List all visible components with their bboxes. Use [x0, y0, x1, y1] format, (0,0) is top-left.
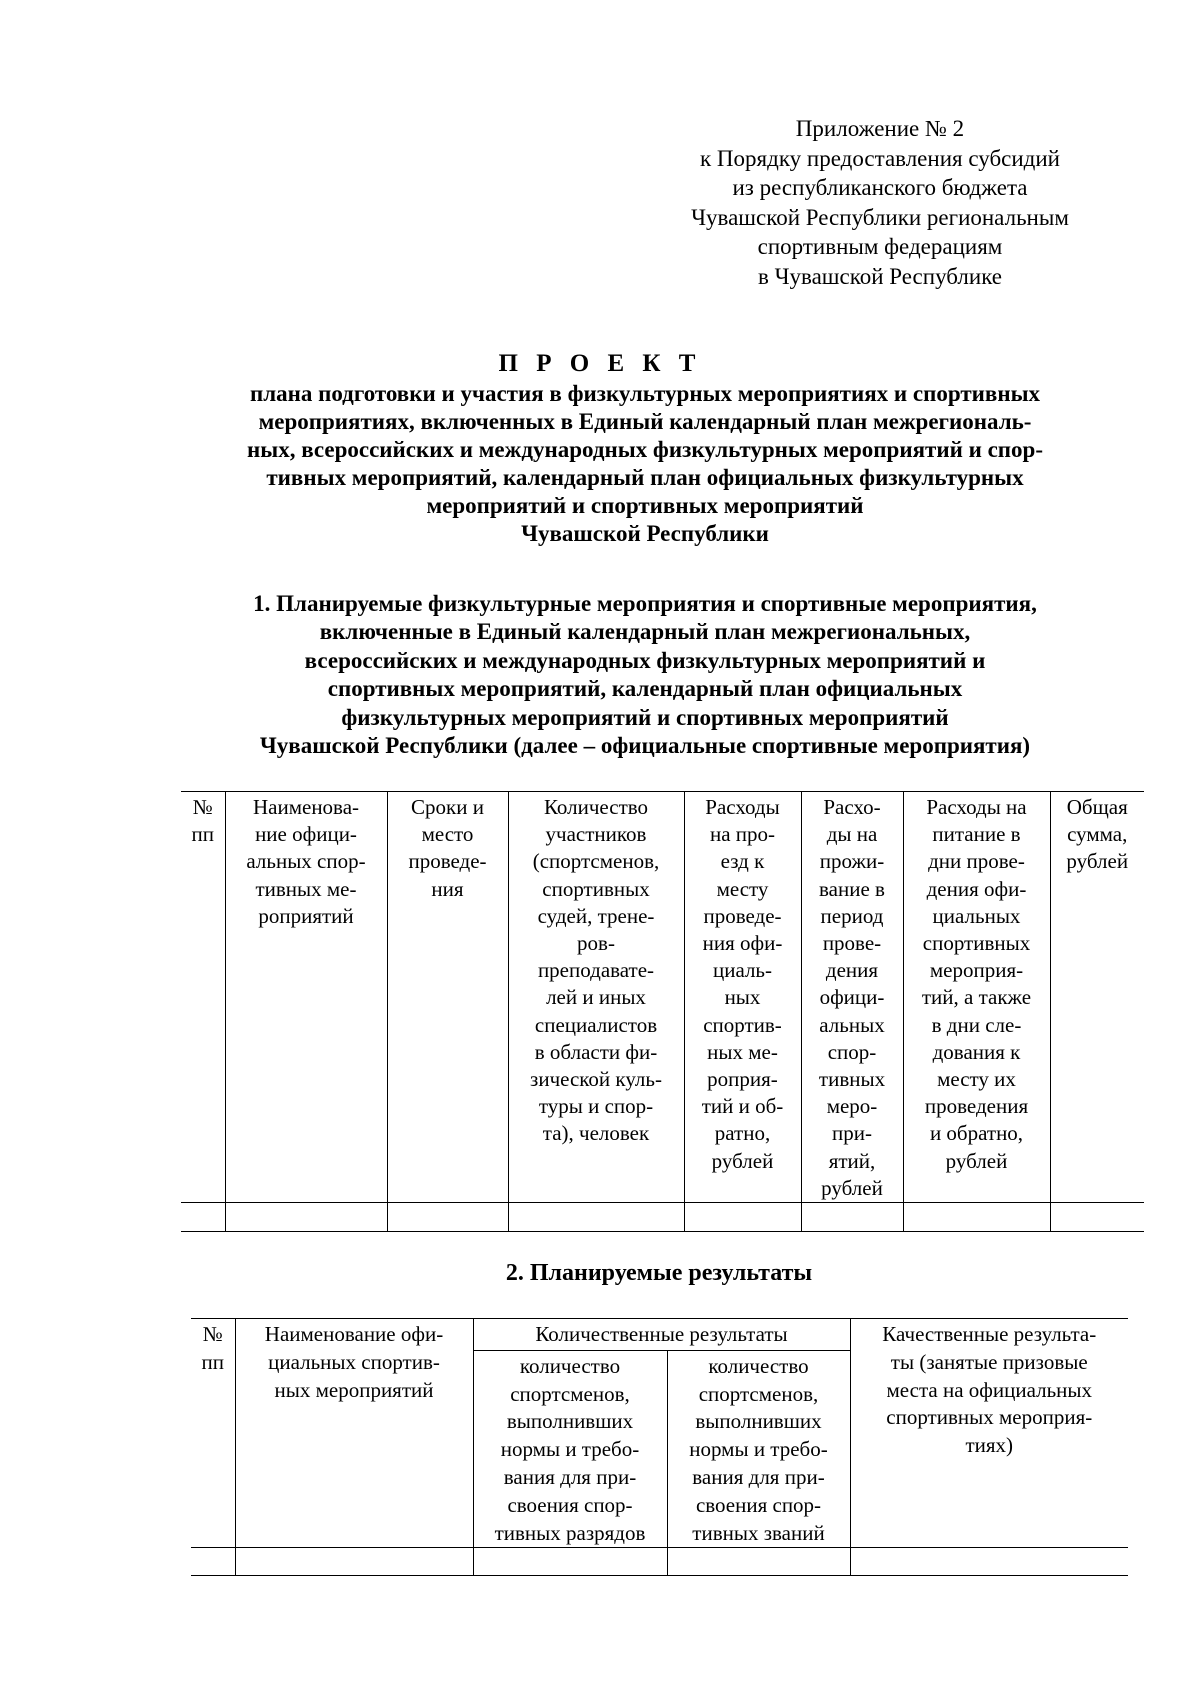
header-cell-event-name [225, 792, 387, 1203]
appendix-line: к Порядку предоставления субсидий [700, 145, 1060, 171]
header-line: ров- [577, 931, 615, 956]
header-line: ных ме- [707, 1039, 778, 1064]
header-line: на про- [709, 822, 776, 847]
appendix-line: Приложение № 2 [795, 116, 965, 141]
events-table-header [181, 792, 1144, 1203]
header-line: ных [724, 985, 761, 1010]
appendix-line: Чувашской Республики региональным [691, 204, 1069, 230]
header-line: своения спор- [507, 1492, 633, 1517]
header-line: ния офи- [702, 931, 783, 956]
header-line: Количество [543, 795, 649, 819]
header-line: Расходы на [926, 795, 1027, 819]
header-line: спортивных [542, 876, 650, 901]
header-cell-participants [508, 792, 684, 1203]
section1-heading-line: физкультурных мероприятий и спортивных мероприятий [341, 704, 949, 730]
appendix-line: из республиканского бюджета [732, 175, 1028, 200]
header-line: место [421, 822, 474, 847]
section1-heading [180, 590, 1110, 760]
header-line: количество [708, 1353, 809, 1378]
header-cell-lodging-costs [801, 792, 903, 1203]
header-line: ды на [826, 822, 878, 847]
header-line: альных спор- [246, 849, 366, 874]
header-cell-number [181, 792, 225, 1203]
plan-title [180, 380, 1110, 548]
header-line: роприя- [707, 1067, 778, 1092]
header-cell-qualitative [850, 1319, 1128, 1548]
header-line: сумма, [1067, 822, 1128, 847]
plan-title-line: тивных мероприятий, календарный план официальных физкультурных [266, 465, 1024, 490]
header-line: выполнивших [695, 1409, 822, 1434]
header-cell-meal-costs [903, 792, 1050, 1203]
table-row [191, 1548, 1128, 1576]
events-table [181, 791, 1144, 1232]
header-line: № [202, 1322, 223, 1346]
header-line: ты (занятые призовые [890, 1349, 1088, 1374]
section1-heading-line: спортивных мероприятий, календарный план официальных [327, 676, 963, 702]
header-line: лей и иных [546, 985, 646, 1010]
header-line: (спортсменов, [532, 849, 660, 874]
header-line: и обратно, [929, 1121, 1024, 1146]
header-line: места на официальных [886, 1377, 1092, 1402]
project-title: П Р О Е К Т [498, 350, 702, 377]
header-line: меро- [826, 1094, 878, 1119]
appendix-line: в Чувашской Республике [757, 263, 1002, 289]
table-row [181, 1203, 1144, 1232]
header-line: рублей [1066, 849, 1129, 874]
header-line: рублей [711, 1148, 774, 1173]
header-cell-sport-ranks [473, 1350, 667, 1548]
plan-title-line: мероприятиях, включенных в Единый календарный план межрегиональ- [258, 409, 1032, 434]
header-line: прожи- [819, 849, 885, 874]
header-line: в дни сле- [931, 1012, 1022, 1037]
header-line: зической куль- [530, 1067, 662, 1092]
header-line: прове- [822, 931, 882, 956]
header-line: тивных званий [692, 1520, 825, 1545]
header-line: тивных [818, 1067, 886, 1092]
header-line: спортив- [703, 1012, 782, 1037]
header-line: месту [716, 876, 769, 901]
header-line: спортивных мероприя- [886, 1405, 1093, 1430]
section1-heading-line: включенные в Единый календарный план межрегиональных, [319, 619, 971, 645]
header-line: Наименование офи- [264, 1322, 444, 1346]
header-line: ния [431, 876, 464, 901]
plan-title-line: Чувашской Республики [521, 521, 769, 546]
header-line: спортсменов, [510, 1381, 630, 1406]
header-line: ратно, [714, 1121, 771, 1146]
header-line: проведе- [408, 849, 487, 874]
header-line: ние офици- [255, 822, 357, 847]
header-line: вание в [819, 876, 885, 901]
header-line: № [192, 795, 213, 819]
header-line: участников [545, 822, 647, 847]
header-line: рублей [945, 1148, 1008, 1173]
header-line: мероприя- [929, 958, 1024, 983]
header-line: пп [191, 822, 214, 847]
header-line: вания для при- [503, 1464, 637, 1489]
header-line: спор- [827, 1039, 877, 1064]
header-line: Общая [1066, 795, 1128, 819]
header-line: та), человек [542, 1121, 650, 1146]
header-line: выполнивших [506, 1409, 634, 1434]
header-line: своения спор- [695, 1492, 822, 1517]
header-line: циаль- [712, 958, 773, 983]
header-cell-dates-place [387, 792, 508, 1203]
header-line: альных [819, 1012, 885, 1037]
header-line: дования к [932, 1039, 1021, 1064]
header-line: при- [832, 1121, 872, 1146]
header-line: Расхо- [823, 795, 881, 819]
header-line: тиях) [965, 1433, 1014, 1458]
plan-title-line: плана подготовки и участия в физкультурных мероприятиях и спортивных [249, 381, 1041, 406]
header-line: дни прове- [928, 849, 1025, 874]
section1-heading-line: 1. Планируемые физкультурные мероприятия и спортивные мероприятия, [253, 591, 1037, 616]
header-line: спортсменов, [698, 1381, 819, 1406]
header-line: преподавате- [537, 958, 655, 983]
header-line: проведе- [703, 903, 782, 928]
header-line: тивных ме- [255, 876, 357, 901]
header-line: вания для при- [692, 1464, 825, 1489]
header-line: дения [825, 958, 879, 983]
header-line: в области фи- [534, 1039, 658, 1064]
appendix-line: спортивным федерациям [757, 234, 1003, 259]
header-line: циальных спортив- [268, 1349, 440, 1374]
header-line: рублей [821, 1175, 883, 1200]
header-line: пп [201, 1349, 224, 1374]
header-line: туры и спор- [538, 1094, 654, 1119]
appendix-block [640, 114, 1120, 291]
section2-heading: 2. Планируемые результаты [505, 1260, 813, 1286]
header-cell-sport-titles [667, 1350, 850, 1548]
header-line: тий, а также [921, 985, 1032, 1010]
header-line: езд к [720, 849, 765, 874]
header-line: питание в [932, 822, 1021, 847]
header-line: дения офи- [926, 876, 1027, 901]
header-line: Наименова- [252, 795, 360, 819]
section1-heading-line: всероссийских и международных физкультурных мероприятий и [304, 647, 986, 673]
header-line: количество [519, 1353, 621, 1378]
header-line: тий и об- [701, 1094, 784, 1119]
section1-heading-line: Чувашской Республики (далее – официальные спортивные мероприятия) [259, 733, 1031, 759]
header-line: роприятий [258, 903, 354, 928]
header-line: ных мероприятий [274, 1377, 434, 1402]
plan-title-line: мероприятий и спортивных мероприятий [426, 493, 864, 518]
header-cell-travel-costs [684, 792, 801, 1203]
header-cell-quantitative: Количественные результаты [473, 1319, 850, 1351]
header-line: Расходы [705, 795, 780, 819]
header-line: спортивных [922, 931, 1031, 956]
header-cell-number [191, 1319, 235, 1548]
plan-title-line: ных, всероссийских и международных физкультурных мероприятий и спор- [246, 437, 1043, 462]
header-line: офици- [819, 985, 885, 1010]
header-line: специалистов [534, 1012, 658, 1037]
header-line: нормы и требо- [689, 1437, 828, 1462]
header-line: Качественные результа- [882, 1322, 1097, 1346]
header-line: нормы и требо- [500, 1437, 640, 1462]
header-line: Сроки и [411, 795, 484, 819]
header-line: тивных разрядов [494, 1520, 646, 1545]
header-cell-event-name [235, 1319, 473, 1548]
header-line: циальных [932, 903, 1021, 928]
header-line: период [820, 903, 884, 928]
results-table-header [191, 1319, 1128, 1351]
header-line: проведения [924, 1094, 1029, 1119]
header-cell-total [1050, 792, 1144, 1203]
header-line: месту их [937, 1067, 1016, 1092]
results-table [191, 1318, 1128, 1576]
header-line: судей, трене- [537, 903, 655, 928]
header-line: ятий, [828, 1148, 876, 1173]
